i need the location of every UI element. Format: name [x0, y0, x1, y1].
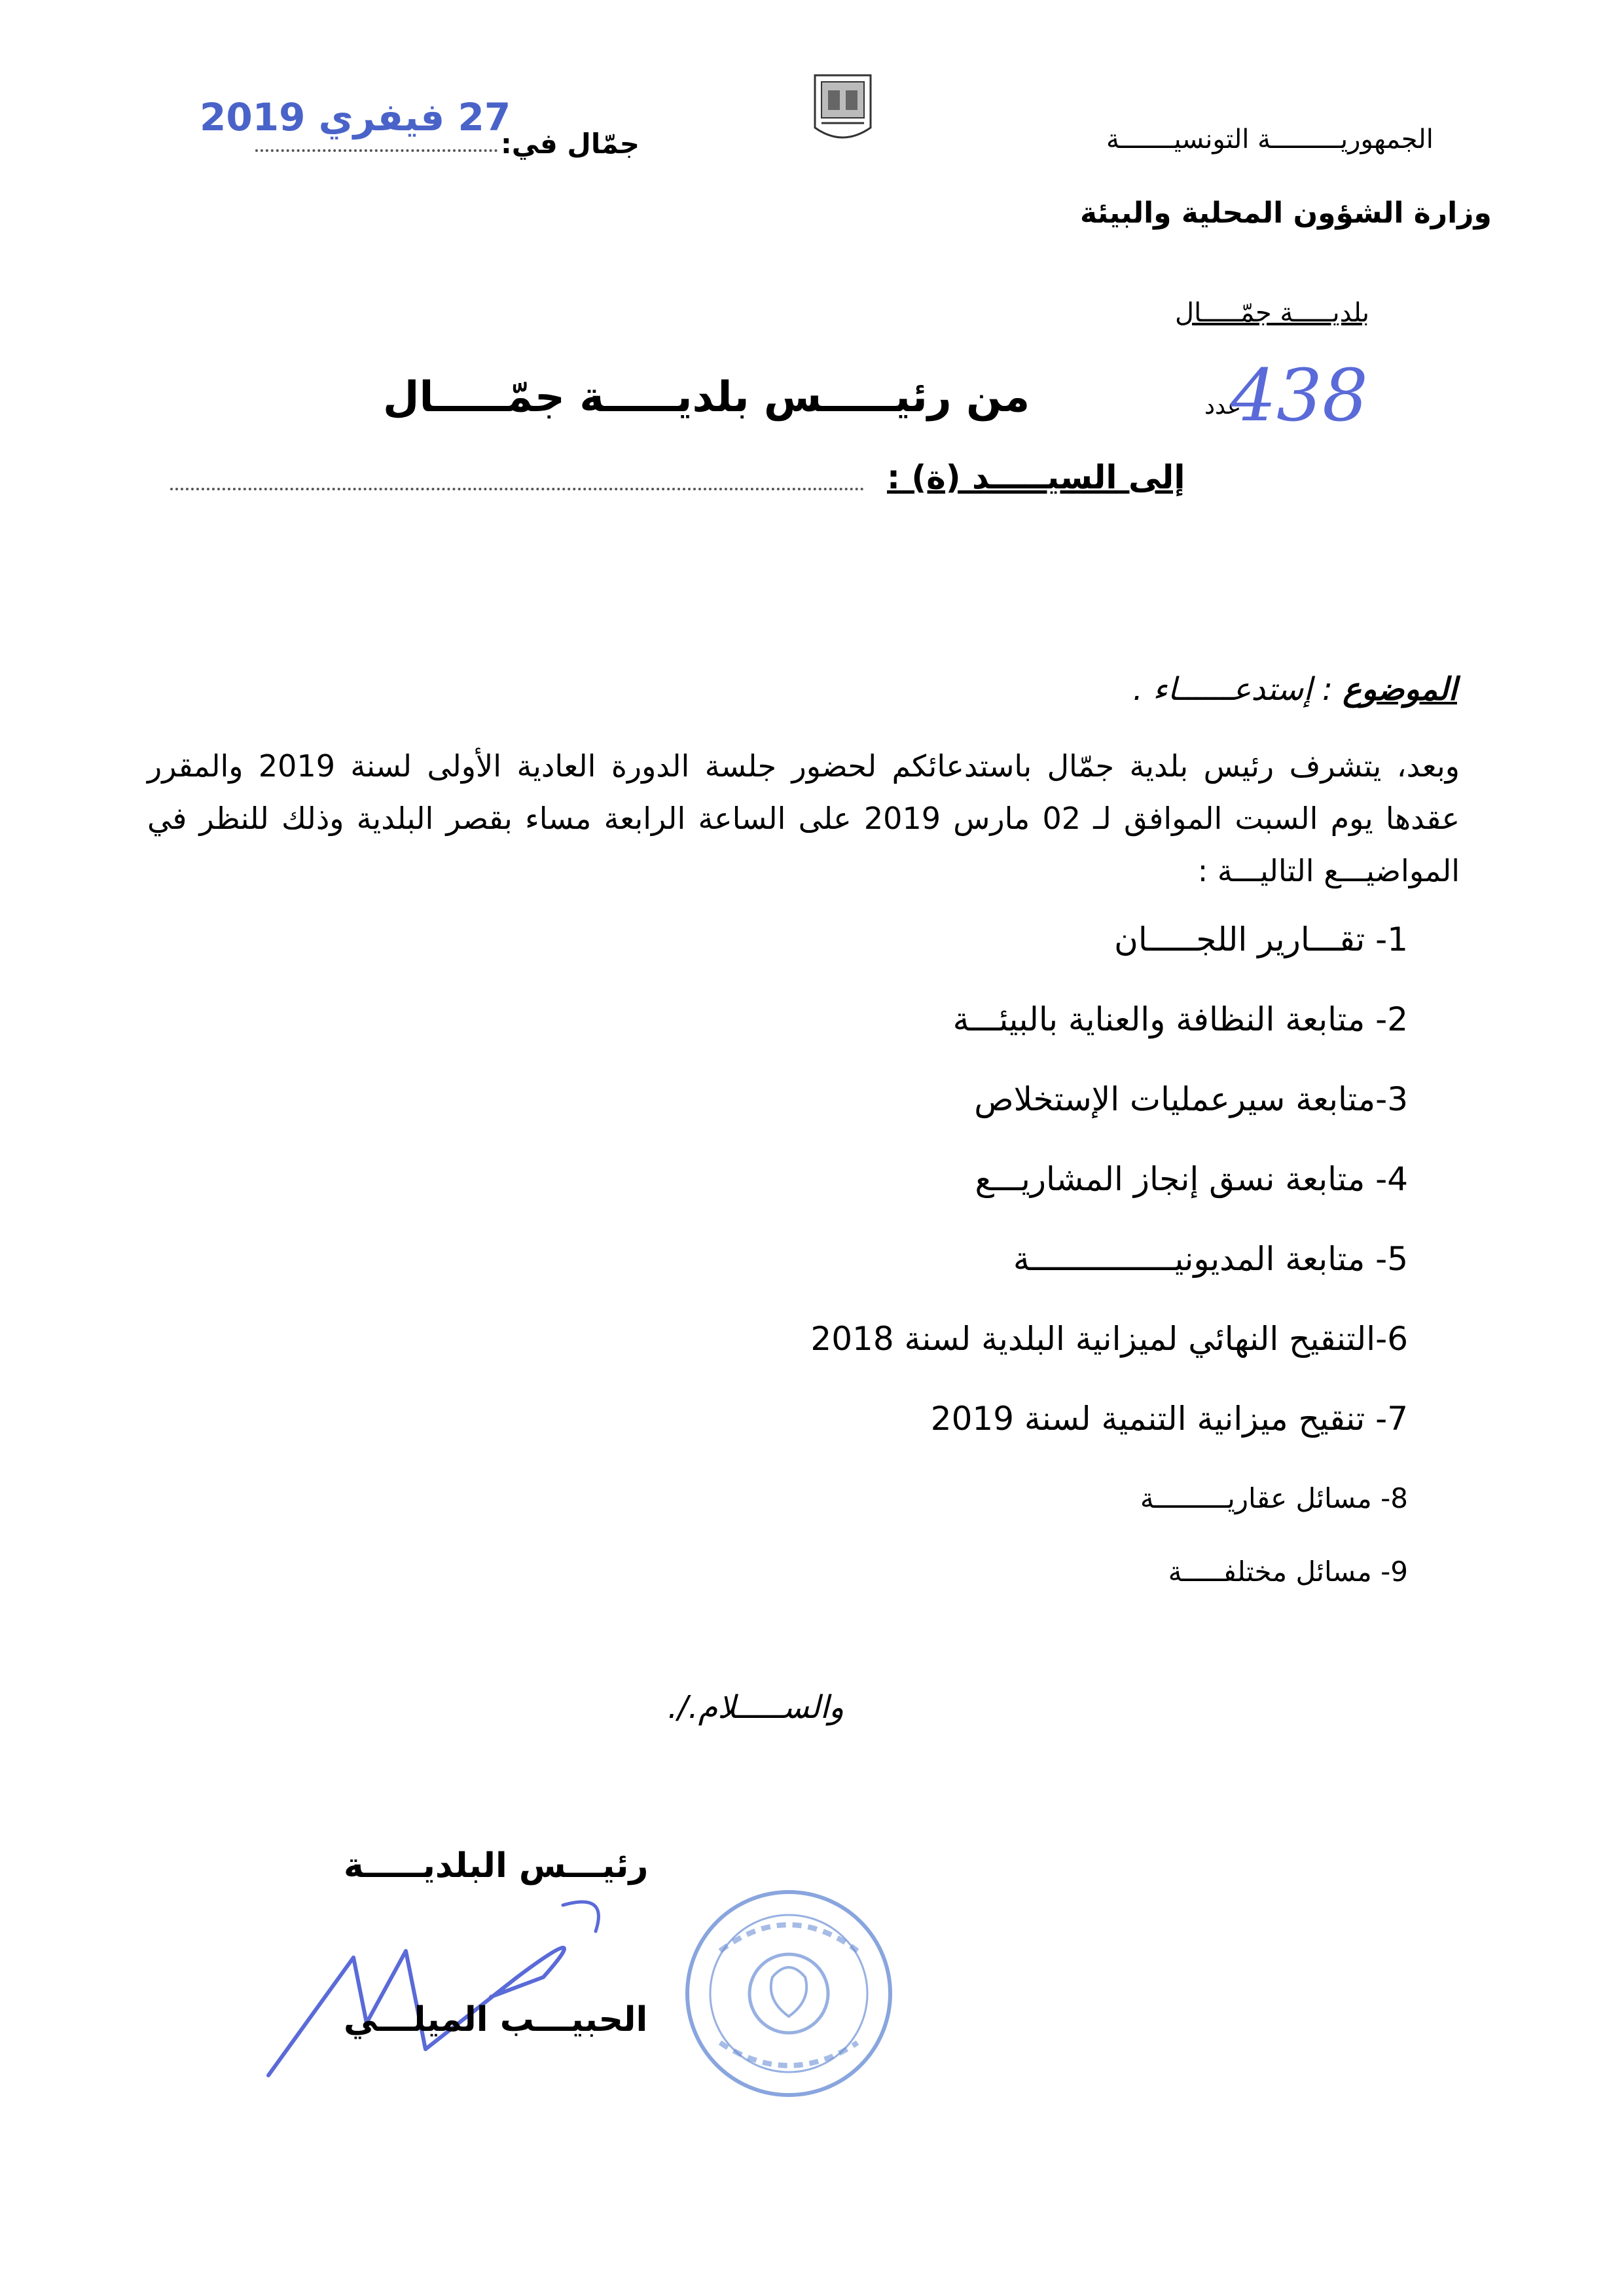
signatory-title: رئيـــس البلديـــــة [344, 1846, 649, 1886]
official-seal [681, 1886, 897, 2102]
recipient-dotted-line [170, 488, 864, 490]
agenda-item: 9- مسائل مختلفـــــة [1168, 1556, 1408, 1588]
date-dotted-line [255, 149, 497, 152]
signatory-name: الحبيـــب الميلـــي [344, 2000, 648, 2039]
agenda-item: 5- متابعة المديونيـــــــــــــــة [1013, 1240, 1408, 1278]
to-line: إلى السيـــــد (ة) : [887, 458, 1185, 496]
reference-number-handwritten: 438 [1231, 354, 1368, 437]
agenda-list [810, 917, 1408, 1622]
from-line: من رئيـــــس بلديـــــة جمّـــــال [383, 373, 1030, 422]
municipality-logo [812, 72, 874, 147]
ministry-header: وزارة الشؤون المحلية والبيئة [1080, 196, 1492, 230]
agenda-item: 6-التنقيح النهائي لميزانية البلدية لسنة 2018 [810, 1320, 1408, 1358]
agenda-item: 3-متابعة سيرعمليات الإستخلاص [974, 1080, 1408, 1118]
municipality-header: بلديـــــة جمّـــــال [1175, 298, 1369, 328]
agenda-item: 4- متابعة نسق إنجاز المشاريـــع [975, 1160, 1408, 1198]
body-paragraph: وبعد، يتشرف رئيس بلدية جمّال باستدعائكم لحضور جلسة الدورة العادية الأولى لسنة 2019 والمقرر عقدها يوم السبت الموافق لـ 02 مارس 2019 على الساعة الرابعة مساء بقصر البلدية وذلك للنظر في المواضيـــع التاليـــة : [147, 748, 1460, 888]
reference-number-label: عدد [1204, 393, 1242, 420]
agenda-item: 8- مسائل عقاريـــــــــة [1140, 1482, 1408, 1514]
subject-line [1133, 671, 1457, 708]
agenda-item: 7- تنقيح ميزانية التنمية لسنة 2019 [930, 1400, 1408, 1438]
agenda-item: 1- تقـــارير اللجـــــان [1114, 920, 1408, 958]
date-stamp: 27 فيفري 2019 [200, 95, 511, 139]
closing-line: والســـــلام./. [668, 1689, 844, 1726]
agenda-item: 2- متابعة النظافة والعناية بالبيئـــة [952, 1000, 1408, 1038]
republic-header: الجمهوريـــــــــة التونسيـــــــة [1106, 124, 1434, 155]
place-label: جمّال في: [501, 128, 640, 160]
subject-text: : إستدعــــــاء . [1132, 671, 1333, 708]
subject-label: الموضوع [1343, 671, 1457, 708]
handwritten-signature [255, 1879, 648, 2095]
